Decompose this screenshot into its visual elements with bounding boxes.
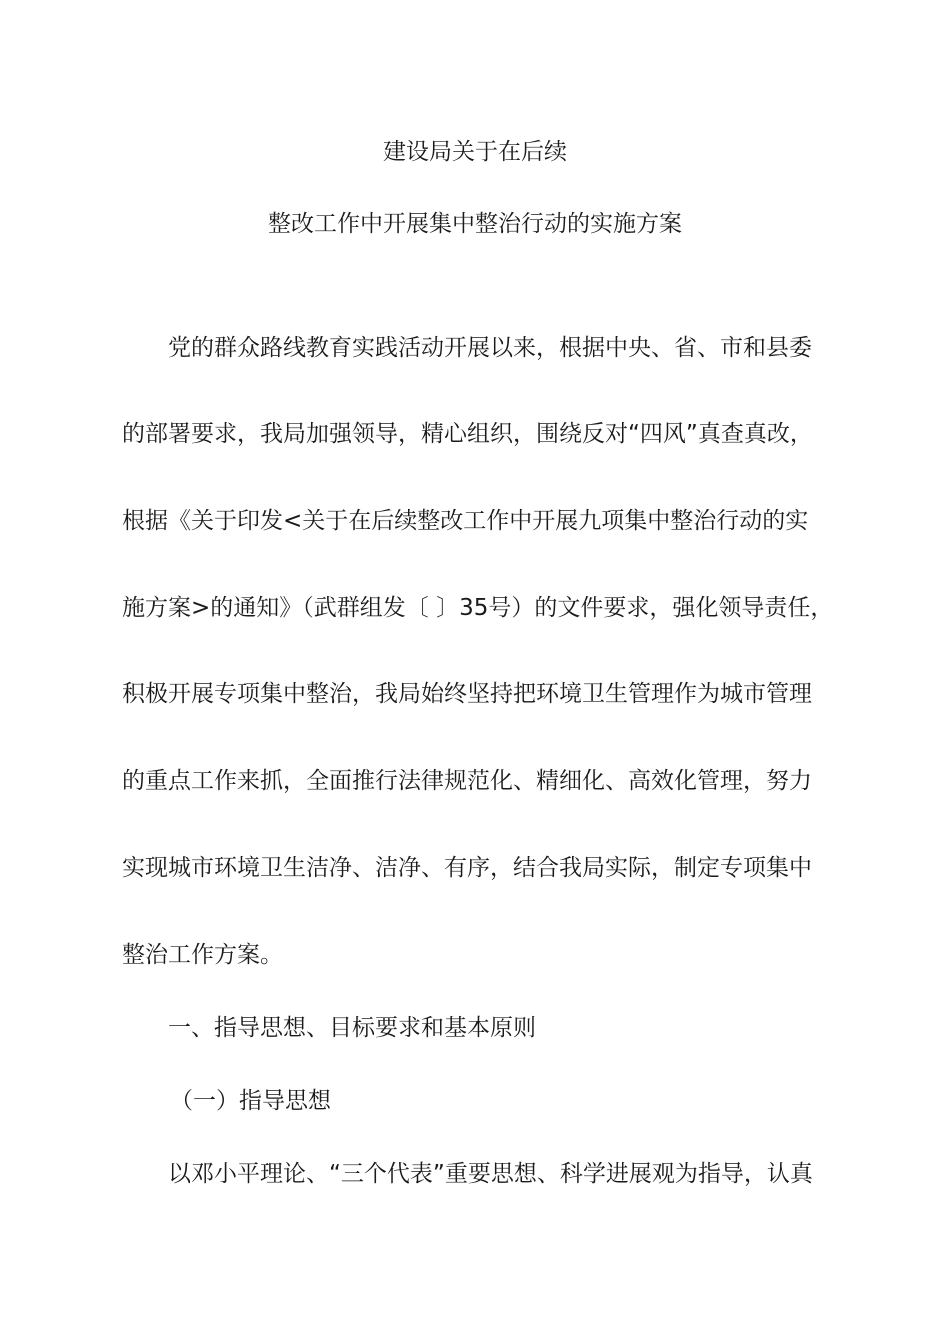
paragraph-line: 根据《关于印发<关于在后续整改工作中开展九项集中整治行动的实 — [122, 508, 809, 534]
paragraph-line: 的重点工作来抓，全面推行法律规范化、精细化、高效化管理，努力 — [122, 768, 812, 794]
paragraph-line: 整治工作方案。 — [122, 942, 283, 968]
document-title-line-1: 建设局关于在后续 — [383, 139, 567, 165]
paragraph-line: 的部署要求，我局加强领导，精心组织，围绕反对“四风”真查真改， — [122, 421, 813, 447]
subsection-heading: （一）指导思想 — [170, 1088, 331, 1114]
document-title-line-2: 整改工作中开展集中整治行动的实施方案 — [268, 211, 682, 237]
paragraph-line: 实现城市环境卫生洁净、洁净、有序，结合我局实际，制定专项集中 — [122, 855, 812, 881]
paragraph-line: 党的群众路线教育实践活动开展以来，根据中央、省、市和县委 — [168, 335, 812, 361]
paragraph-line: 积极开展专项集中整治，我局始终坚持把环境卫生管理作为城市管理 — [122, 681, 812, 707]
paragraph-line: 以邓小平理论、“三个代表”重要思想、科学进展观为指导，认真 — [168, 1161, 813, 1187]
section-heading: 一、指导思想、目标要求和基本原则 — [168, 1015, 536, 1041]
paragraph-line: 施方案>的通知》（武群组发〔 〕35号）的文件要求，强化领导责任， — [122, 595, 834, 621]
